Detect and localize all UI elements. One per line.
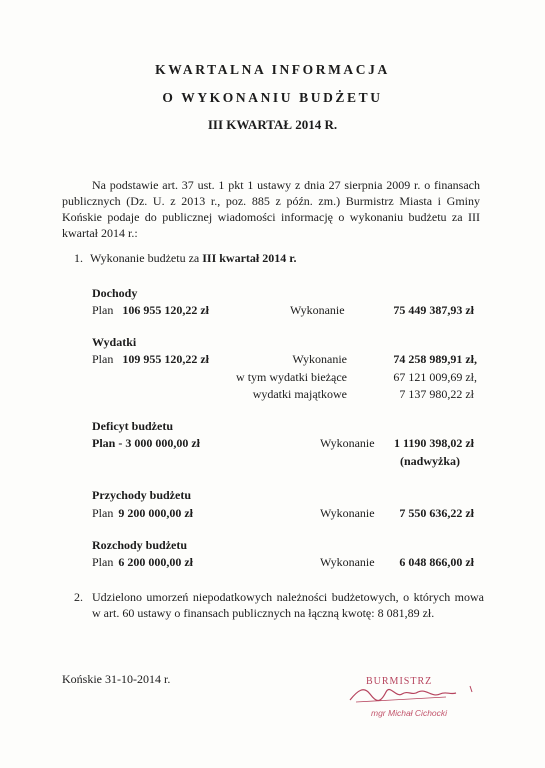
deficyt-note: (nadwyżka): [400, 454, 461, 468]
dochody-exec-value: 75 449 387,93 zł: [393, 303, 474, 317]
dochody-plan-value: 106 955 120,22 zł: [122, 303, 210, 317]
wydatki-exec-value: 74 258 989,91 zł,: [393, 352, 477, 366]
title-line-2: O WYKONANIU BUDŻETU: [162, 90, 383, 105]
rozchody-plan-label: Plan: [92, 555, 114, 569]
przychody-heading: Przychody budżetu: [92, 488, 191, 502]
dochody-exec-label: Wykonanie: [290, 303, 345, 317]
przychody-plan-value: 9 200 000,00 zł: [118, 506, 194, 520]
item-1-text: Wykonanie budżetu za: [90, 251, 200, 265]
deficyt-heading: Deficyt budżetu: [92, 419, 173, 433]
item-1-number: 1.: [74, 251, 83, 265]
dochody-heading: Dochody: [92, 286, 138, 300]
rozchody-exec-value: 6 048 866,00 zł: [399, 555, 474, 569]
przychody-plan-label: Plan: [92, 506, 114, 520]
wydatki-current-label: w tym wydatki bieżące: [236, 370, 347, 384]
wydatki-heading: Wydatki: [92, 335, 137, 349]
title-line-3: III KWARTAŁ 2014 R.: [207, 117, 338, 132]
deficyt-exec-label: Wykonanie: [320, 436, 375, 450]
signature-stamp: BURMISTRZ: [366, 676, 433, 687]
wydatki-plan-value: 109 955 120,22 zł: [122, 352, 210, 366]
intro-paragraph: Na podstawie art. 37 ust. 1 pkt 1 ustawy z dnia 27 sierpnia 2009 r. o finansach publicznych (Dz. U. z 2013 r., poz. 885 z późn. zm.) Burmistrz Miasta i Gminy Końskie podaje do publicznej wiadomości informację o wykonaniu budżetu za III kwartał 2014 r.:: [62, 178, 480, 240]
item-2-number: 2.: [74, 590, 83, 604]
wydatki-current-value: 67 121 009,69 zł,: [393, 370, 477, 384]
wydatki-capital-value: 7 137 980,22 zł: [399, 387, 474, 401]
przychody-plan: [92, 505, 193, 521]
rozchody-exec-label: Wykonanie: [320, 555, 375, 569]
wydatki-exec-label: Wykonanie: [292, 352, 347, 366]
title-line-1: KWARTALNA INFORMACJA: [155, 62, 390, 77]
wydatki-capital-label: wydatki majątkowe: [252, 387, 347, 401]
place-date: Końskie 31-10-2014 r.: [62, 672, 171, 686]
rozchody-plan-value: 6 200 000,00 zł: [118, 555, 194, 569]
item-1-bold: III kwartał 2014 r.: [202, 251, 297, 265]
handwritten-signature: [346, 680, 476, 708]
wydatki-plan-label: Plan: [92, 352, 114, 366]
dochody-plan-label: Plan: [92, 303, 114, 317]
rozchody-plan: [92, 554, 193, 570]
deficyt-plan: Plan - 3 000 000,00 zł: [92, 436, 200, 450]
item-2-text: Udzielono umorzeń niepodatkowych należności budżetowych, o których mowa w art. 60 ustawy o finansach publicznych na łączną kwotę: 8 081,89 zł.: [92, 590, 484, 620]
signature-name: mgr Michał Cichocki: [371, 708, 448, 718]
dochody-plan: [92, 302, 209, 318]
przychody-exec-label: Wykonanie: [320, 506, 375, 520]
wydatki-plan: [92, 351, 209, 367]
deficyt-exec-value: 1 1190 398,02 zł: [394, 436, 474, 450]
przychody-exec-value: 7 550 636,22 zł: [399, 506, 474, 520]
rozchody-heading: Rozchody budżetu: [92, 538, 188, 552]
item-1: [74, 250, 296, 266]
